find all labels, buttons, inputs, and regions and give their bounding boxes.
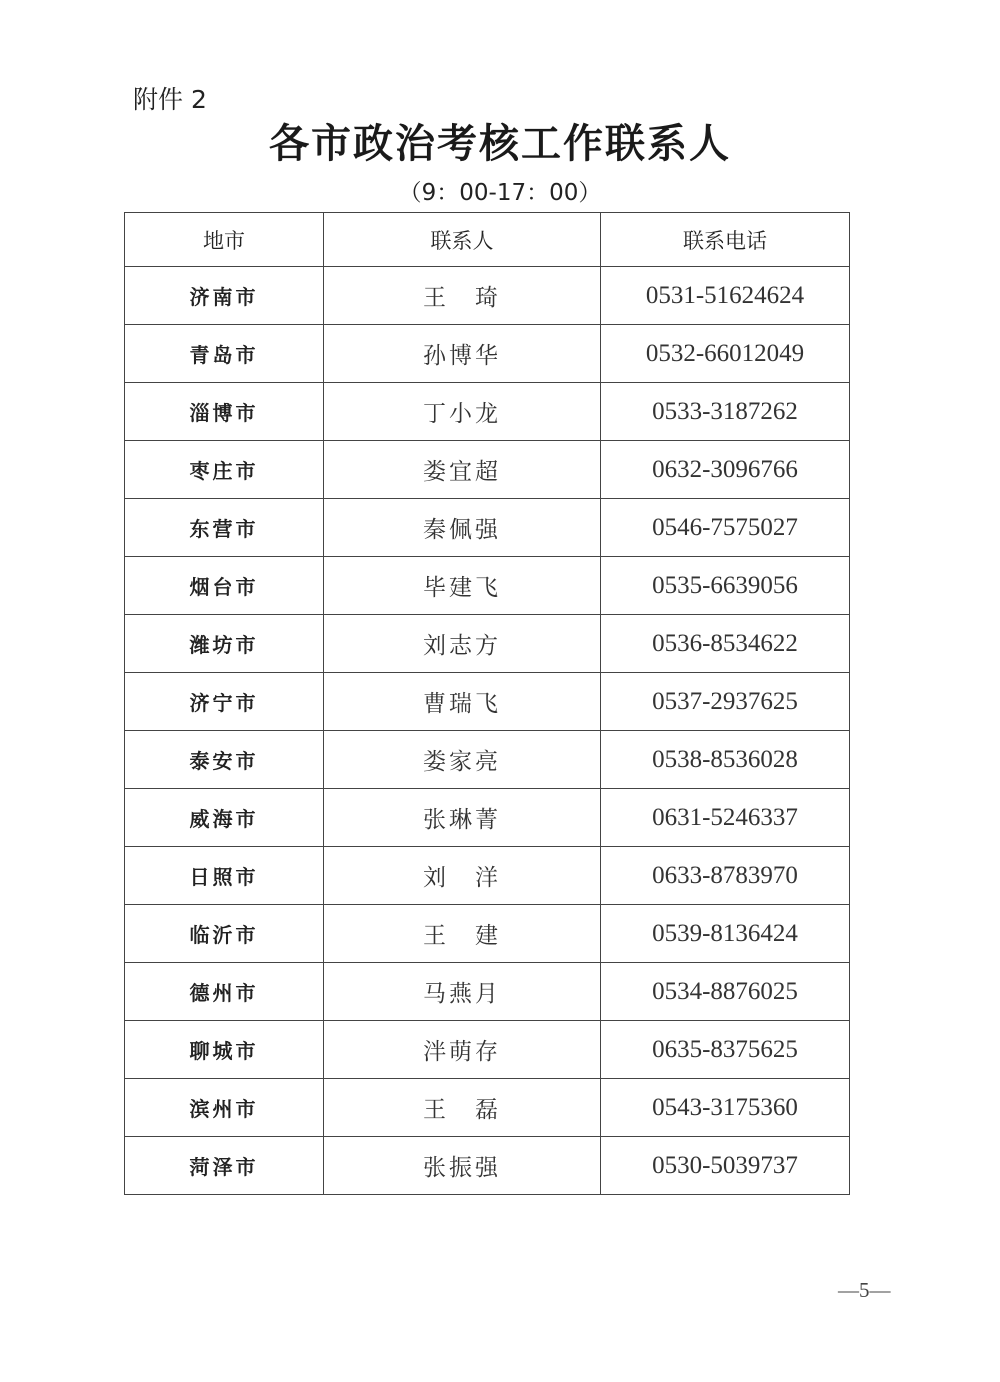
phone-cell	[601, 383, 850, 441]
phone-text: 0531-51624624	[645, 281, 805, 309]
phone-cell	[601, 1021, 850, 1079]
phone-text: 0543-3175360	[652, 1093, 798, 1121]
contacts-table	[124, 212, 850, 1195]
city-cell	[125, 1021, 324, 1079]
document-subtitle: （9：00-17：00）	[398, 180, 602, 206]
phone-text: 0632-3096766	[652, 455, 798, 483]
contact-text: 刘志方	[423, 633, 501, 659]
city-cell	[125, 1079, 324, 1137]
city-text: 聊城市	[189, 1039, 259, 1063]
contact-cell	[324, 847, 601, 905]
city-text: 青岛市	[189, 343, 259, 367]
city-text: 威海市	[189, 807, 259, 831]
city-text: 东营市	[189, 517, 259, 541]
contact-text: 丁小龙	[423, 401, 501, 427]
contact-text: 秦佩强	[423, 517, 501, 543]
contact-cell	[324, 963, 601, 1021]
phone-cell	[601, 325, 850, 383]
contact-text: 娄家亮	[423, 749, 501, 775]
contact-cell	[324, 383, 601, 441]
contact-cell	[324, 499, 601, 557]
contact-text: 娄宜超	[423, 459, 501, 485]
city-text: 烟台市	[189, 575, 259, 599]
contact-cell	[324, 1079, 601, 1137]
table-row	[125, 267, 850, 325]
contact-cell	[324, 905, 601, 963]
contact-text: 马燕月	[423, 981, 501, 1007]
contact-text: 刘 洋	[423, 865, 501, 891]
table-row	[125, 383, 850, 441]
city-cell	[125, 1137, 324, 1195]
contact-text: 孙博华	[423, 343, 501, 369]
contact-cell	[324, 441, 601, 499]
city-cell	[125, 731, 324, 789]
city-text: 滨州市	[189, 1097, 259, 1121]
phone-cell	[601, 499, 850, 557]
contact-text: 王 琦	[423, 285, 501, 311]
header-phone: 联系电话	[601, 213, 850, 267]
header-city: 地市	[125, 213, 324, 267]
phone-text: 0538-8536028	[652, 745, 798, 773]
table-row	[125, 1079, 850, 1137]
city-cell	[125, 963, 324, 1021]
attachment-label: 附件 2	[133, 85, 207, 114]
phone-text: 0539-8136424	[652, 919, 798, 947]
city-text: 枣庄市	[189, 459, 259, 483]
table-row	[125, 731, 850, 789]
contact-cell	[324, 789, 601, 847]
city-text: 济南市	[189, 285, 259, 309]
city-cell	[125, 789, 324, 847]
city-cell	[125, 847, 324, 905]
phone-text: 0631-5246337	[652, 803, 798, 831]
city-text: 德州市	[189, 981, 259, 1005]
contact-text: 张琳菁	[423, 807, 501, 833]
phone-text: 0537-2937625	[652, 687, 798, 715]
city-cell	[125, 673, 324, 731]
city-text: 泰安市	[189, 749, 259, 773]
table-row	[125, 847, 850, 905]
city-cell	[125, 905, 324, 963]
city-text: 日照市	[189, 865, 259, 889]
table-row	[125, 325, 850, 383]
phone-text: 0635-8375625	[652, 1035, 798, 1063]
contact-text: 毕建飞	[423, 575, 501, 601]
contact-text: 张振强	[423, 1155, 501, 1181]
contact-text: 王 建	[423, 923, 501, 949]
city-cell	[125, 267, 324, 325]
contact-cell	[324, 1021, 601, 1079]
page-number: —5—	[838, 1278, 891, 1302]
city-cell	[125, 325, 324, 383]
phone-cell	[601, 673, 850, 731]
phone-cell	[601, 1079, 850, 1137]
contact-cell	[324, 267, 601, 325]
phone-text: 0533-3187262	[652, 397, 798, 425]
phone-cell	[601, 267, 850, 325]
phone-text: 0530-5039737	[652, 1151, 798, 1179]
phone-cell	[601, 963, 850, 1021]
phone-text: 0546-7575027	[652, 513, 798, 541]
header-contact: 联系人	[324, 213, 601, 267]
phone-text: 0536-8534622	[652, 629, 798, 657]
contact-cell	[324, 731, 601, 789]
contact-text: 王 磊	[423, 1097, 501, 1123]
city-text: 临沂市	[189, 923, 259, 947]
city-text: 济宁市	[189, 691, 259, 715]
contact-cell	[324, 1137, 601, 1195]
city-text: 潍坊市	[189, 633, 259, 657]
phone-cell	[601, 1137, 850, 1195]
table-row	[125, 557, 850, 615]
document-title: 各市政治考核工作联系人	[269, 120, 731, 167]
table-row	[125, 905, 850, 963]
city-text: 淄博市	[189, 401, 259, 425]
contact-cell	[324, 325, 601, 383]
city-cell	[125, 383, 324, 441]
table-row	[125, 499, 850, 557]
table-row	[125, 615, 850, 673]
city-cell	[125, 615, 324, 673]
phone-cell	[601, 731, 850, 789]
contact-cell	[324, 673, 601, 731]
phone-cell	[601, 441, 850, 499]
table-row	[125, 441, 850, 499]
city-text: 菏泽市	[189, 1155, 259, 1179]
table-header-row	[125, 213, 850, 267]
table-row	[125, 673, 850, 731]
city-cell	[125, 557, 324, 615]
phone-text: 0534-8876025	[652, 977, 798, 1005]
phone-cell	[601, 615, 850, 673]
contact-text: 泮萌存	[423, 1039, 501, 1065]
phone-cell	[601, 789, 850, 847]
table-row	[125, 1137, 850, 1195]
phone-text: 0535-6639056	[652, 571, 798, 599]
contact-cell	[324, 615, 601, 673]
city-cell	[125, 499, 324, 557]
phone-text: 0633-8783970	[652, 861, 798, 889]
table-row	[125, 963, 850, 1021]
city-cell	[125, 441, 324, 499]
table-body	[125, 267, 850, 1195]
phone-cell	[601, 905, 850, 963]
phone-text: 0532-66012049	[645, 339, 805, 367]
contact-text: 曹瑞飞	[423, 691, 501, 717]
table-row	[125, 789, 850, 847]
table-row	[125, 1021, 850, 1079]
phone-cell	[601, 557, 850, 615]
phone-cell	[601, 847, 850, 905]
contact-cell	[324, 557, 601, 615]
